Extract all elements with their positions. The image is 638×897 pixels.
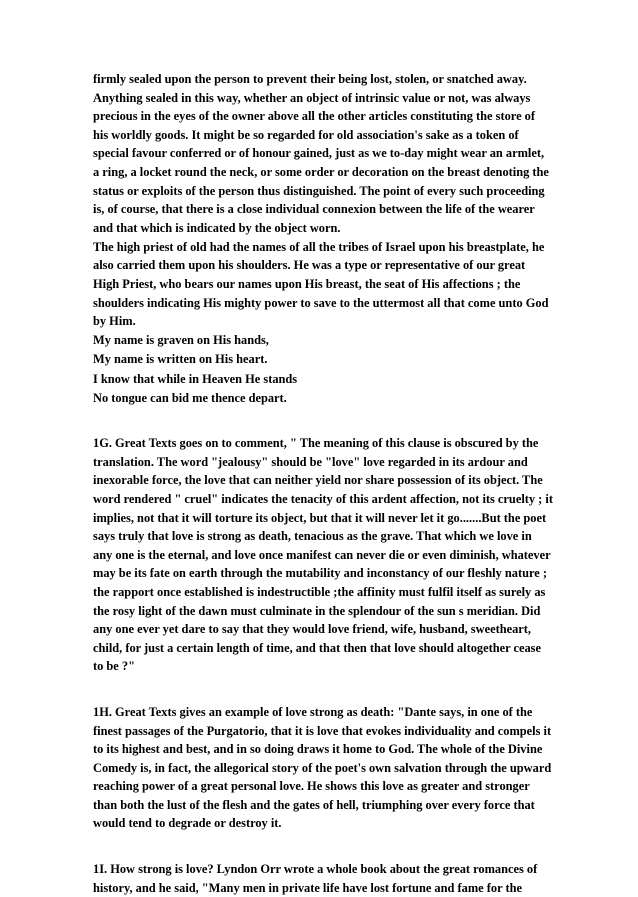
verse-line: No tongue can bid me thence depart.: [93, 390, 287, 405]
paragraph-sealed-token: firmly sealed upon the person to prevent their being lost, stolen, or snatched away. Anything sealed in this way, whether an object of intrinsic value or not, was always precious in the eyes of the owner above all the other articles constituting the store of his worldly goods. It might be so regarded for old association's sake as a token of special favour conferred or of honour gained, just as we to-day might wear an armlet, a ring, a locket round the neck, or some order or decoration on the breast denoting the status or exploits of the person thus distinguished. The point of every such proceeding is, of course, that there is a close individual connexion between the life of the wearer and that which is indicated by the object worn.: [93, 72, 549, 235]
verse-line: My name is written on His heart.: [93, 352, 268, 367]
verse-line: I know that while in Heaven He stands: [93, 371, 298, 386]
paragraph-high-priest: The high priest of old had the names of all the tribes of Israel upon his breastplate, he also carried them upon his shoulders. He was a type or representative of our great High Priest, who bears our names upon His breast, the seat of His affections ; the shoulders indicating His mighty power to save to the uttermost all that come unto God by Him.: [93, 239, 549, 329]
verse-block: [93, 331, 553, 407]
document-body: [93, 70, 553, 897]
verse-line: My name is graven on His hands,: [93, 333, 269, 348]
section-1i: 1I. How strong is love? Lyndon Orr wrote a whole book about the great romances of history, and he said, "Many men in private life have lost fortune and fame for the: [93, 862, 538, 895]
section-1h: 1H. Great Texts gives an example of love strong as death: "Dante says, in one of the finest passages of the Purgatorio, that it is love that evokes individuality and compels it to its highest and best, and in so doing draws it home to God. The whole of the Divine Comedy is, in fact, the allegorical story of the poet's own salvation through the upward reaching power of a great personal love. He shows this love as greater and stronger than both the lust of the flesh and the gates of hell, triumphing over every force that would tend to degrade or destroy it.: [93, 704, 552, 831]
section-1g: 1G. Great Texts goes on to comment, " The meaning of this clause is obscured by the translation. The word "jealousy" should be "love" love regarded in its ardour and inexorable force, the love that can neither yield nor share possession of its object. The word rendered " cruel" indicates the tenacity of this ardent affection, not its cruelty ; it implies, not that it will torture its object, but that it will never let it go.......But the poet says truly that love is strong as death, tenacious as the grave. That which we love in any one is the eternal, and love once manifest can never die or even diminish, whatever may be its fate on earth through the mutability and inconstancy of our fleshly nature ; the rapport once established is indestructible ;the affinity must fulfil itself as surely as the rosy light of the dawn must culminate in the splendour of the sun s meridian. Did any one ever yet dare to say that they would love friend, wife, husband, sweetheart, child, for just a certain length of time, and that then that love should altogether cease to be ?": [93, 436, 553, 674]
